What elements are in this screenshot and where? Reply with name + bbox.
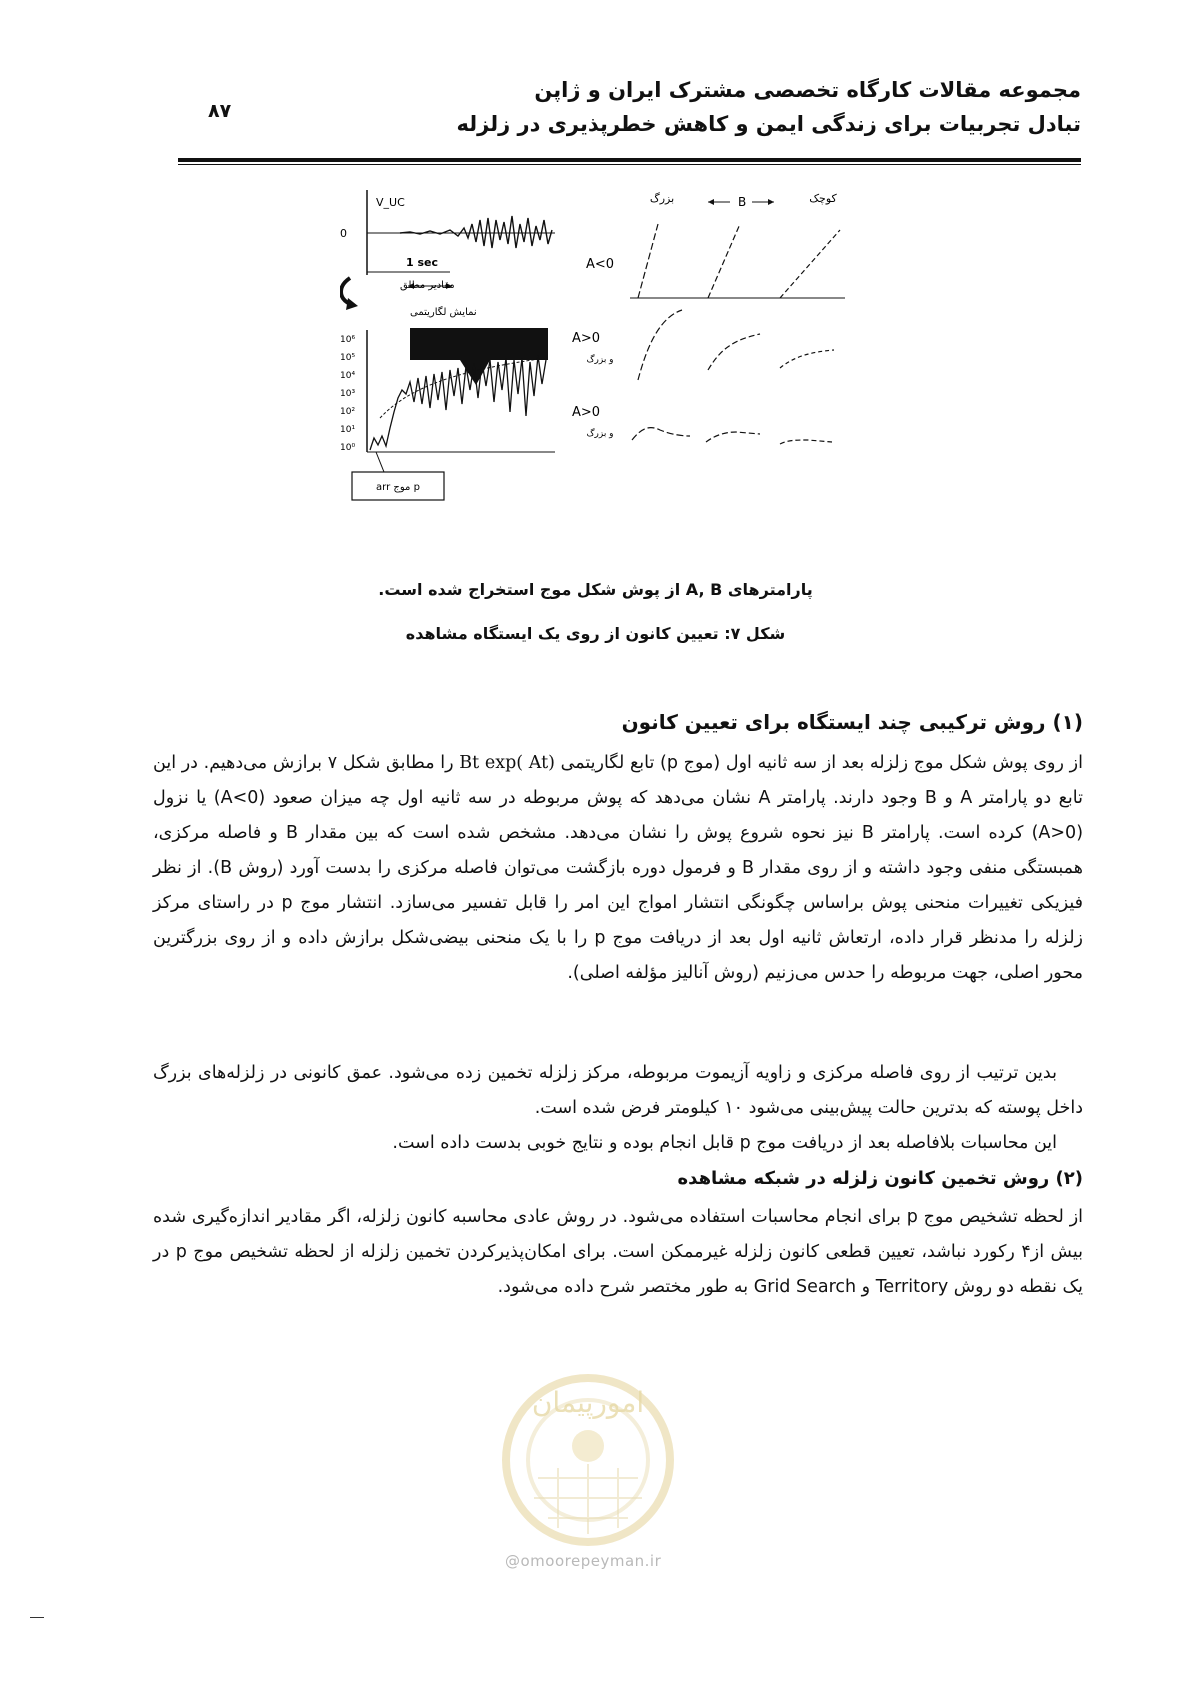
waveform-trace (400, 216, 552, 248)
section1-para1-a: از روی پوش شکل موج زلزله بعد از سه ثانیه اول (موج p) تابع لگاریتمی (560, 753, 1083, 773)
small-label: کوچک (809, 192, 837, 205)
section1-paragraph2: بدین ترتیب از روی فاصله مرکزی و زاویه آزیموت مربوطه، مرکز زلزله تخمین زده می‌شود. عمق کانونی در زلزله‌های بزرگ داخل پوسته که بدترین حالت پیش‌بینی می‌شود ۱۰ کیلومتر فرض شده است. (153, 1063, 1083, 1118)
arrival-label: p موج arr (376, 482, 420, 493)
row2-label: A>0 (572, 331, 601, 346)
watermark-logo (488, 1368, 688, 1548)
section1-paragraph3: این محاسبات بلافاصله بعد از دریافت موج p قابل انجام بوده و نتایج خوبی بدست داده است. (392, 1133, 1057, 1153)
header-rule-thin (178, 164, 1081, 165)
log-envelope-panel (340, 328, 555, 500)
page-number: ۸۷ (208, 100, 232, 122)
margin-mark (30, 1617, 44, 1618)
row1-label: A<0 (586, 257, 615, 272)
section1-heading: (۱) روش ترکیبی چند ایستگاه برای تعیین کانون (621, 710, 1083, 734)
waveform-panel (340, 190, 555, 318)
figure-7 (340, 190, 860, 520)
y-tick: 10⁵ (340, 353, 356, 363)
watermark-site: @omoorepeyman.ir (505, 1552, 662, 1570)
row3-label: A>0 (572, 405, 601, 420)
row3-sub: و بزرگ (586, 429, 614, 439)
y-tick: 10¹ (340, 425, 356, 435)
figure-caption-line2: شکل ۷: تعیین کانون از روی یک ایستگاه مشاهده (405, 624, 786, 643)
trace-label: V_UC (376, 196, 405, 209)
y-tick: 10⁶ (340, 335, 356, 345)
watermark-logo-text: امورپیمان (531, 1386, 645, 1419)
section1-formula: Bt exp( At) (459, 753, 555, 773)
zero-label: 0 (340, 227, 347, 240)
envelope-shapes-panel (572, 192, 845, 444)
row2-sub: و بزرگ (586, 355, 614, 365)
y-tick: 10⁴ (340, 371, 356, 381)
section1-paragraph1 (153, 746, 1083, 991)
header-rule (178, 158, 1081, 162)
section2-paragraph1: از لحظه تشخیص موج p برای انجام محاسبات استفاده می‌شود. در روش عادی محاسبه کانون زلزله، اگر مقادیر اندازه‌گیری شده بیش از۴ رکورد نباشد، تعیین قطعی کانون زلزله غیرممکن است. برای امکان‌پذیرکردن تخمین زلزله از لحظه تشخیص موج p در یک نقطه دو روش Territory و Grid Search به طور مختصر شرح داده می‌شود. (153, 1207, 1084, 1297)
log-label: نمایش لگاریتمی (410, 307, 477, 318)
time-label: 1 sec (406, 256, 439, 269)
header-title-line2: تبادل تجربیات برای زندگی ایمن و کاهش خطرپذیری در زلزله (456, 112, 1081, 136)
header-title-line1: مجموعه مقالات کارگاه تخصصی مشترک ایران و ژاپن (534, 78, 1081, 102)
annotation-box (410, 328, 548, 360)
y-tick: 10² (340, 407, 356, 417)
large-label: بزرگ (649, 192, 675, 205)
section1-para1-b: را مطابق شکل ۷ برازش می‌دهیم. در این تابع دو پارامتر A و B وجود دارند. پارامتر A نشان می‌دهد که پوش مربوطه در سه ثانیه اول چه میزان صعود (A<0) یا نزول (A>0) کرده است. پارامتر B نیز نحوه شروع پوش را نشان می‌دهد. مشخص شده است که بین مقدار B و فاصله مرکزی، همبستگی منفی وجود داشته و از روی مقدار B و فرمول دوره بازگشت می‌توان فاصله مرکزی را بدست آورد (روش B). از نظر فیزیکی تغییرات منحنی پوش براساس چگونگی انتشار امواج این امر را قابل تفسیر می‌سازد. انتشار موج p در راستای مرکز زلزله را مدنظر قرار داده، ارتعاش ثانیه اول بعد از دریافت موج p را با یک منحنی بیضی‌شکل برازش داده و از روی بزرگترین محور اصلی، جهت مربوطه را حدس می‌زنیم (روش آنالیز مؤلفه اصلی). (153, 753, 1084, 983)
y-tick: 10⁰ (340, 443, 356, 453)
figure-caption-line1: پارامترهای A, B از پوش شکل موج استخراج شده است. (378, 580, 813, 599)
b-axis-label: B (738, 195, 747, 209)
abs-label: مقادیر مطلق (400, 280, 455, 291)
section2-heading: (۲) روش تخمین کانون زلزله در شبکه مشاهده (677, 1168, 1083, 1189)
y-tick: 10³ (340, 389, 356, 399)
